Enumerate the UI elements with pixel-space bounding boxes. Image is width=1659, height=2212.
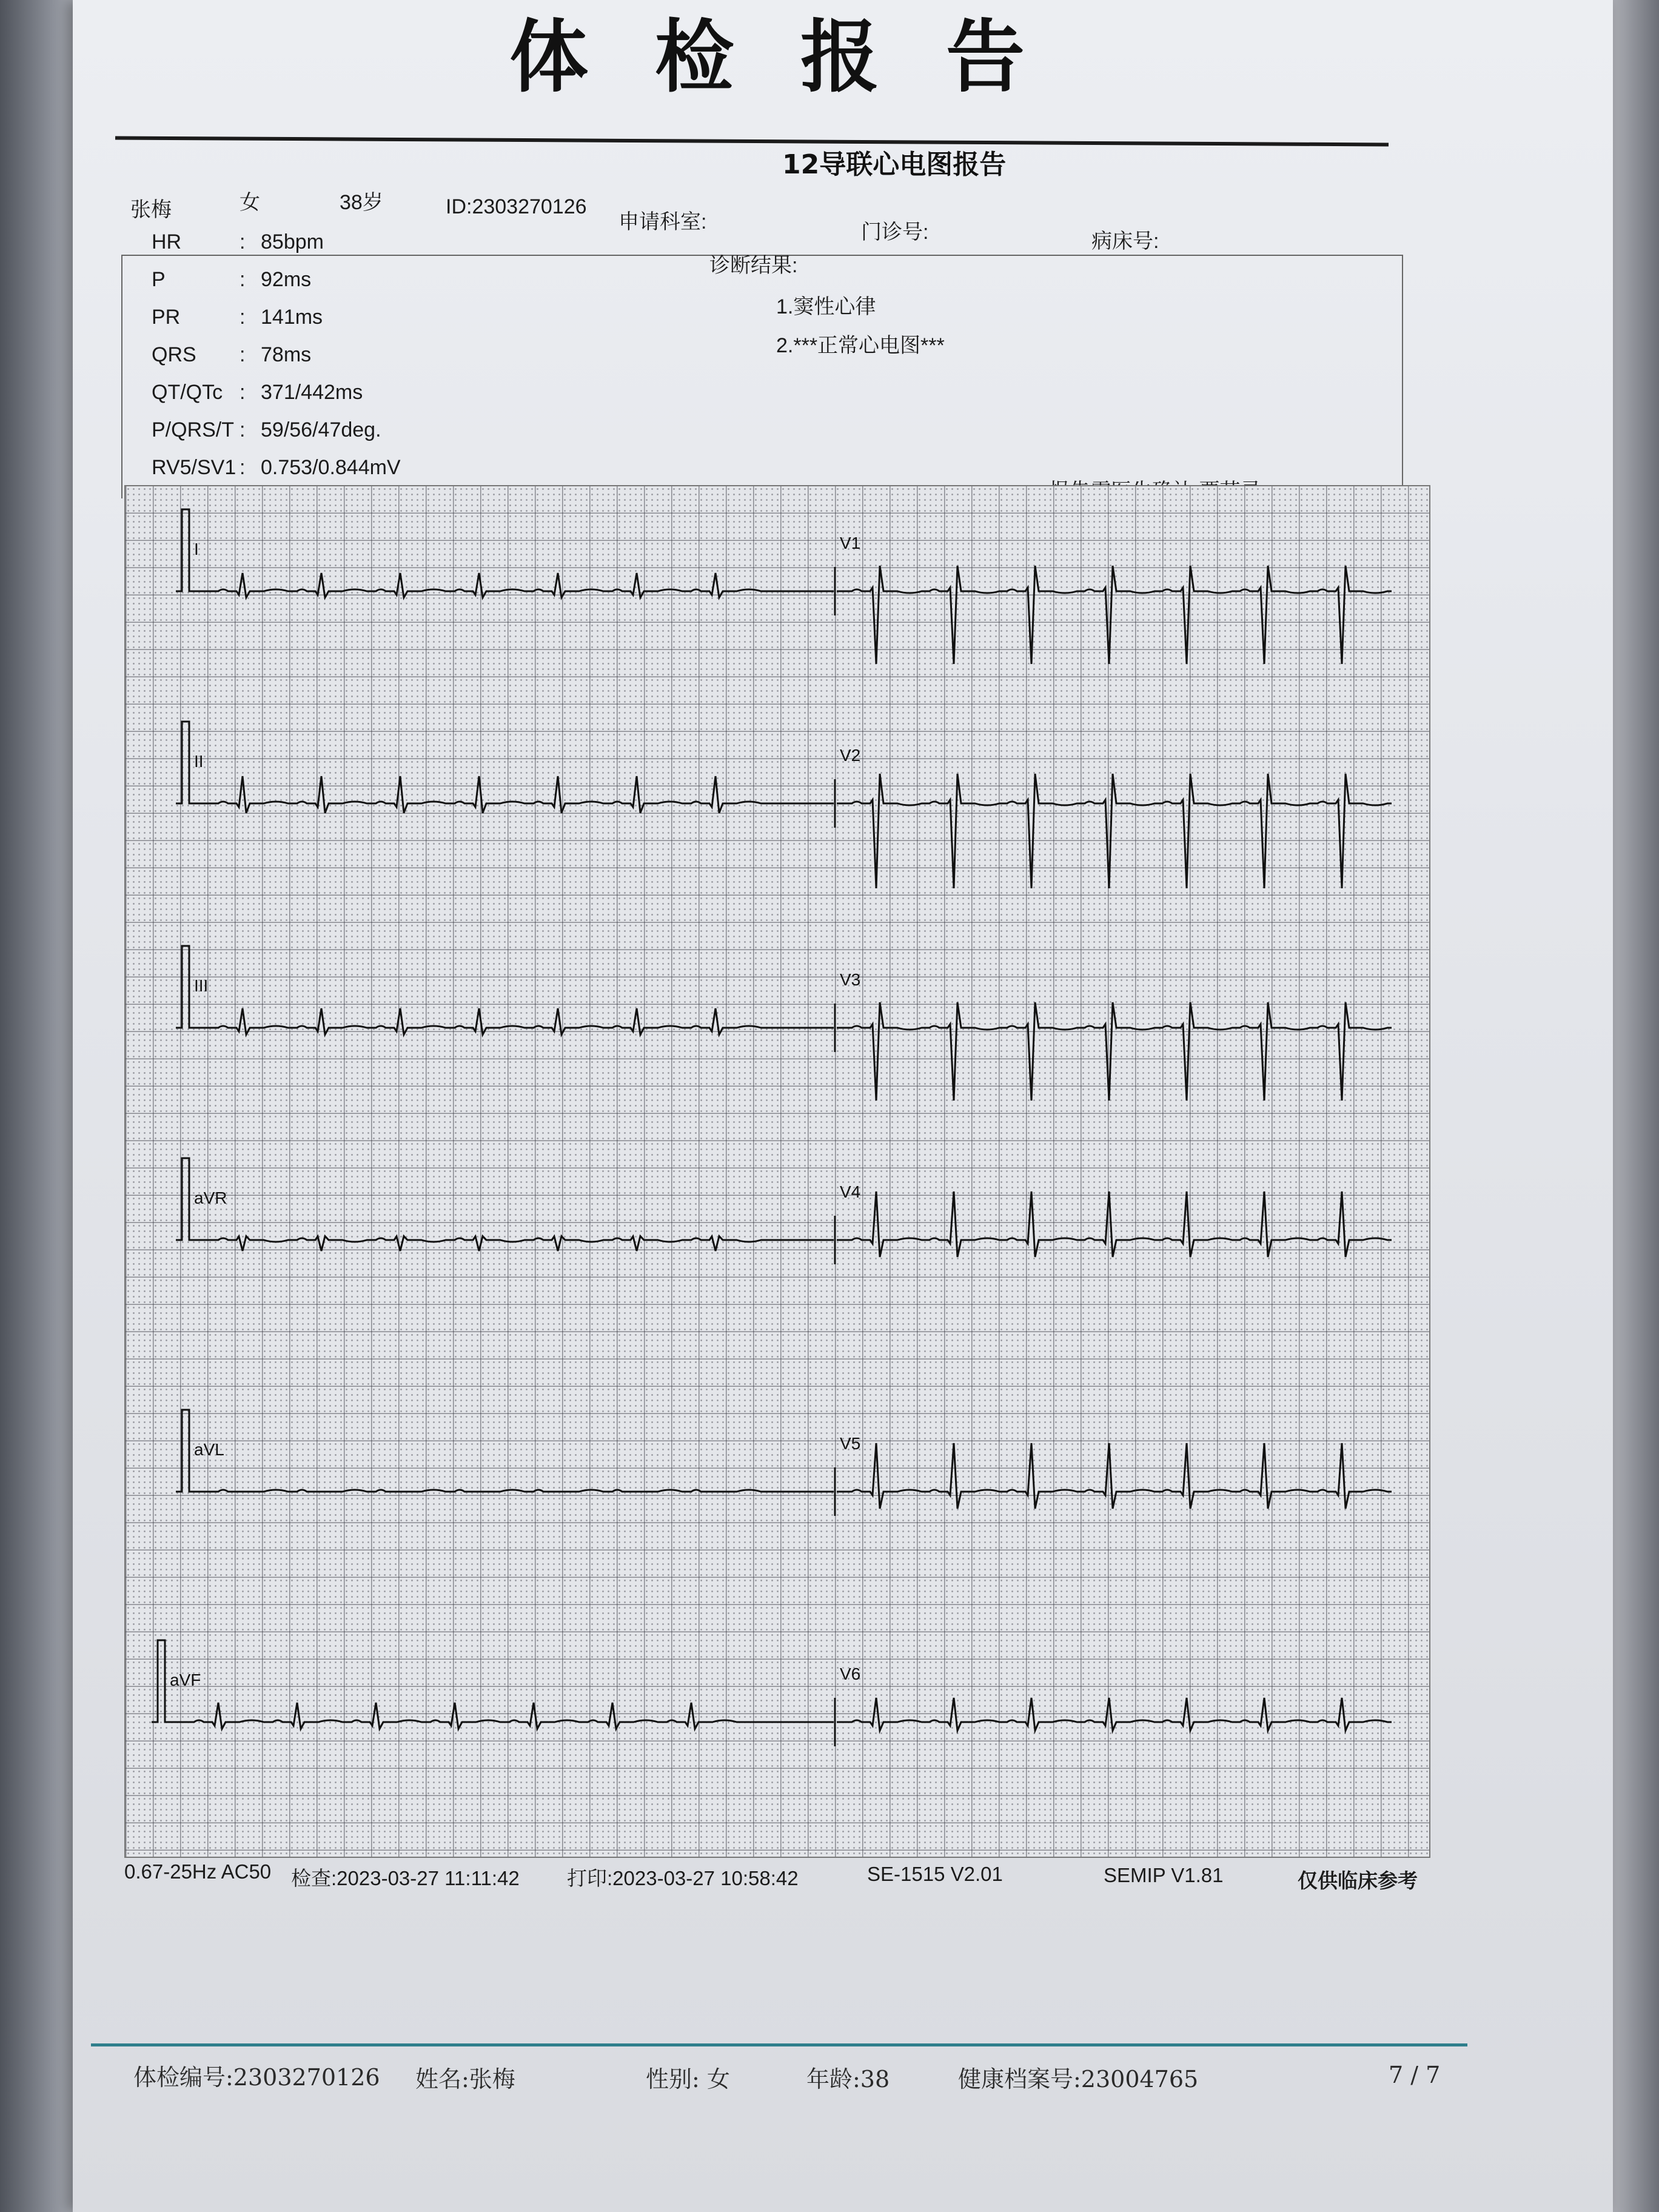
ecg-trace-aVF (173, 1703, 834, 1729)
diagnosis-item: 2.***正常心电图*** (776, 334, 945, 357)
footer-name: 姓名:张梅 (415, 2066, 515, 2093)
ecg-trace-V4 (837, 1191, 1392, 1257)
ecg-trace-V3 (837, 1002, 1392, 1101)
measure-value: 78ms (261, 343, 312, 366)
measure-label: HR (152, 230, 182, 253)
measure-label: P (152, 268, 166, 291)
ecg-trace-aVL (197, 1490, 834, 1492)
patient-name: 张梅 (130, 198, 172, 221)
measure-label: QT/QTc (152, 381, 223, 404)
binder-spine (0, 0, 85, 2212)
footer-sex: 性别: 女 (646, 2066, 730, 2093)
bed-label: 病床号: (1091, 230, 1159, 253)
measure-sep: : (240, 418, 246, 441)
ecg-trace-V5 (837, 1443, 1392, 1509)
lead-label-II: II (194, 752, 204, 771)
footer-divider (91, 2043, 1467, 2046)
measure-value: 141ms (261, 306, 323, 329)
ecg-traces (124, 485, 1428, 1855)
filter-info: 0.67-25Hz AC50 (124, 1860, 272, 1883)
ecg-trace-I (197, 573, 834, 598)
report-main-title: 体检报告 (509, 10, 1092, 103)
ecg-trace-aVR (197, 1236, 834, 1251)
outpatient-label: 门诊号: (861, 221, 929, 244)
measure-value: 371/442ms (261, 381, 363, 404)
lead-label-V4: V4 (840, 1182, 861, 1201)
ecg-trace-V2 (837, 774, 1392, 888)
lead-label-aVF: aVF (170, 1671, 201, 1689)
exam-time: 检查:2023-03-27 11:11:42 (291, 1867, 520, 1889)
lead-label-aVL: aVL (194, 1440, 224, 1459)
measure-label: PR (152, 306, 181, 329)
device-version: SE-1515 V2.01 (867, 1863, 1003, 1885)
measure-value: 92ms (261, 268, 312, 291)
patient-sex: 女 (240, 191, 260, 214)
measure-label: QRS (152, 343, 196, 366)
measure-sep: : (240, 306, 246, 329)
ecg-trace-III (197, 1008, 834, 1034)
diagnosis-label: 诊断结果: (709, 254, 798, 277)
lead-label-V6: V6 (840, 1664, 861, 1683)
measure-value: 59/56/47deg. (261, 418, 381, 441)
patient-id: ID:2303270126 (446, 195, 587, 218)
ecg-trace-V1 (837, 566, 1392, 664)
ecg-trace-II (197, 776, 834, 813)
report-page (73, 0, 1613, 2212)
measure-sep: : (240, 381, 246, 404)
ecg-trace-V6 (837, 1698, 1392, 1731)
lead-label-V3: V3 (840, 970, 861, 989)
measure-value: 85bpm (261, 230, 324, 253)
measure-sep: : (240, 343, 246, 366)
measure-sep: : (240, 230, 246, 253)
clinical-note: 仅供临床参考 (1298, 1869, 1418, 1892)
title-divider (115, 136, 1389, 147)
lead-label-V5: V5 (840, 1434, 861, 1453)
measure-sep: : (240, 268, 246, 291)
software-version: SEMIP V1.81 (1104, 1864, 1224, 1886)
footer-page: 7 / 7 (1389, 2062, 1441, 2088)
lead-label-V1: V1 (840, 534, 861, 552)
patient-age: 38岁 (340, 191, 383, 214)
footer-exam-no: 体检编号:2303270126 (133, 2064, 380, 2091)
footer-record-no: 健康档案号:23004765 (958, 2066, 1199, 2093)
lead-label-aVR: aVR (194, 1188, 227, 1207)
ecg-report-title: 12导联心电图报告 (782, 149, 1007, 180)
lead-label-V2: V2 (840, 746, 861, 765)
lead-label-I: I (194, 540, 199, 558)
dept-label: 申请科室: (618, 210, 707, 233)
measure-label: RV5/SV1 (152, 456, 236, 479)
diagnosis-item: 1.窦性心律 (776, 295, 876, 318)
measure-value: 0.753/0.844mV (261, 456, 401, 479)
footer-age: 年龄:38 (806, 2066, 890, 2093)
measure-label: P/QRS/T (152, 418, 235, 441)
print-time: 打印:2023-03-27 10:58:42 (567, 1867, 799, 1889)
lead-label-III: III (194, 976, 209, 995)
measure-sep: : (240, 456, 246, 479)
